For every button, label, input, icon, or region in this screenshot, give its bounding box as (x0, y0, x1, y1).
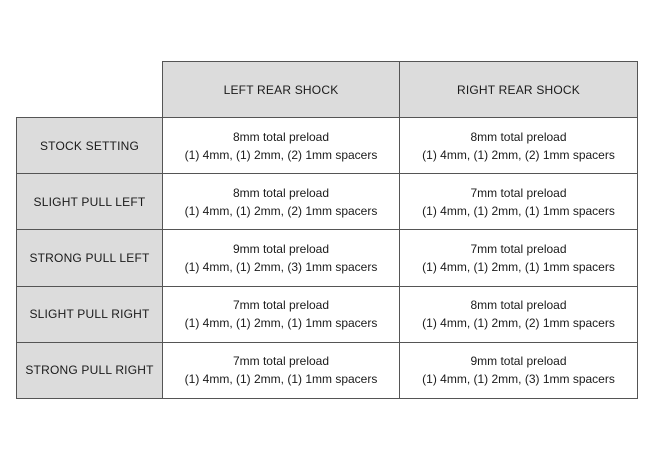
row-label-stock-setting: STOCK SETTING (17, 118, 163, 174)
total-preload-text: 9mm total preload (470, 354, 567, 369)
spacers-text: (1) 4mm, (1) 2mm, (3) 1mm spacers (422, 372, 615, 387)
total-preload-text: 7mm total preload (232, 298, 330, 313)
total-preload-text: 8mm total preload (232, 185, 330, 200)
spacers-text: (1) 4mm, (1) 2mm, (2) 1mm spacers (184, 203, 378, 218)
total-preload-text: 8mm total preload (232, 129, 330, 144)
right-shock-value-cell (400, 174, 638, 230)
left-shock-value-cell (163, 286, 400, 342)
table-row (17, 342, 638, 398)
right-shock-value-cell (400, 230, 638, 286)
left-shock-value-cell (163, 174, 400, 230)
left-shock-value-cell (163, 118, 400, 174)
table-row (17, 174, 638, 230)
table-corner-cell (17, 62, 163, 118)
table-row (17, 230, 638, 286)
preload-settings-table (16, 61, 638, 399)
row-label-strong-pull-right: STRONG PULL RIGHT (17, 342, 163, 398)
right-shock-value-cell (400, 118, 638, 174)
spacers-text: (1) 4mm, (1) 2mm, (2) 1mm spacers (422, 147, 615, 162)
total-preload-text: 7mm total preload (232, 354, 330, 369)
spacers-text: (1) 4mm, (1) 2mm, (1) 1mm spacers (422, 203, 615, 218)
spacers-text: (1) 4mm, (1) 2mm, (1) 1mm spacers (422, 260, 615, 275)
spacers-text: (1) 4mm, (1) 2mm, (2) 1mm spacers (184, 147, 378, 162)
spacers-text: (1) 4mm, (1) 2mm, (1) 1mm spacers (184, 372, 378, 387)
total-preload-text: 8mm total preload (470, 298, 567, 313)
row-label-slight-pull-left: SLIGHT PULL LEFT (17, 174, 163, 230)
right-shock-value-cell (400, 342, 638, 398)
table-row (17, 118, 638, 174)
left-shock-value-cell (163, 342, 400, 398)
right-shock-value-cell (400, 286, 638, 342)
left-shock-value-cell (163, 230, 400, 286)
header-left-rear-shock: LEFT REAR SHOCK (163, 62, 400, 118)
spacers-text: (1) 4mm, (1) 2mm, (1) 1mm spacers (184, 316, 378, 331)
row-label-slight-pull-right: SLIGHT PULL RIGHT (17, 286, 163, 342)
table-header-row (17, 62, 638, 118)
table-row (17, 286, 638, 342)
spacers-text: (1) 4mm, (1) 2mm, (2) 1mm spacers (422, 316, 615, 331)
spacers-text: (1) 4mm, (1) 2mm, (3) 1mm spacers (184, 260, 378, 275)
total-preload-text: 9mm total preload (232, 242, 330, 257)
row-label-strong-pull-left: STRONG PULL LEFT (17, 230, 163, 286)
total-preload-text: 7mm total preload (470, 242, 567, 257)
total-preload-text: 7mm total preload (470, 185, 567, 200)
total-preload-text: 8mm total preload (470, 129, 567, 144)
header-right-rear-shock: RIGHT REAR SHOCK (400, 62, 638, 118)
